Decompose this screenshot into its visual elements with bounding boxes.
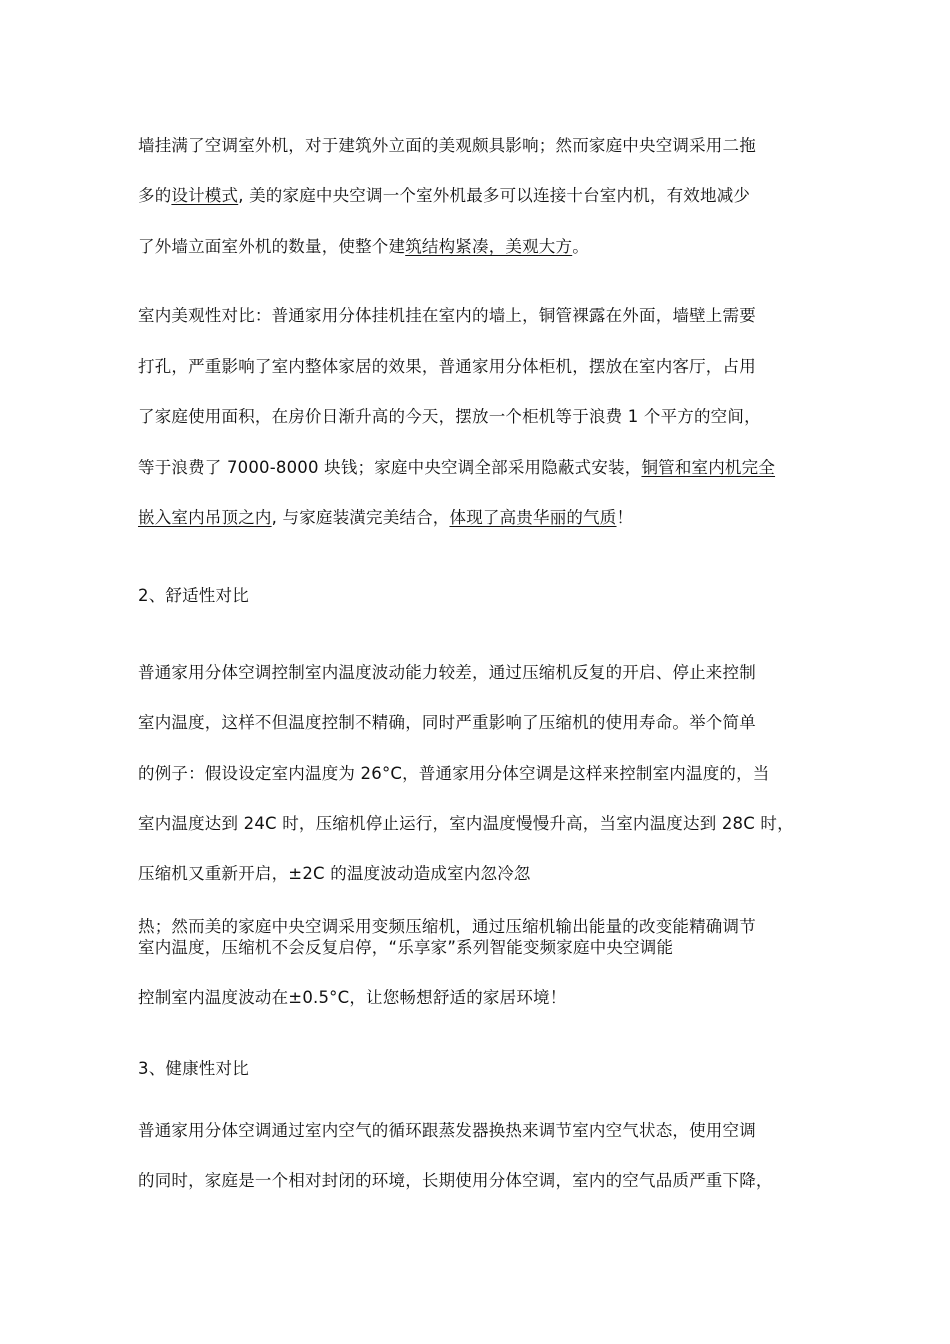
para3-line7 <box>138 937 673 959</box>
text: 了家庭使用面积，在房价日渐升高的今天，摆放一个柜机等于浪费 1 个平方的空间， <box>138 407 761 426</box>
para3-line4 <box>138 813 794 835</box>
text: ！ <box>616 508 634 527</box>
para3-line5 <box>138 863 531 885</box>
para4-line1 <box>138 1120 756 1142</box>
para1-line1 <box>138 135 756 157</box>
para3-line2 <box>138 712 756 734</box>
underlined-text: 铜管和室内机完全 <box>641 458 776 477</box>
para3-line1 <box>138 662 756 684</box>
underlined-text: 设计模式 <box>171 186 239 205</box>
text: 打孔，严重影响了室内整体家居的效果，普通家用分体柜机，摆放在室内客厅，占用 <box>138 357 756 376</box>
para3-line6 <box>138 916 756 938</box>
para2-line5 <box>138 507 633 529</box>
text: 普通家用分体空调控制室内温度波动能力较差，通过压缩机反复的开启、停止来控制 <box>138 663 756 682</box>
para1-line2 <box>138 185 750 207</box>
text: 墙挂满了空调室外机，对于建筑外立面的美观颇具影响；然而家庭中央空调采用二拖 <box>138 136 756 155</box>
para2-line3 <box>138 406 761 428</box>
text: 普通家用分体空调通过室内空气的循环跟蒸发器换热来调节室内空气状态，使用空调 <box>138 1121 756 1140</box>
text: 压缩机又重新开启，±2C 的温度波动造成室内忽冷忽 <box>138 864 531 883</box>
para2-line4 <box>138 457 775 479</box>
text: 室内美观性对比：普通家用分体挂机挂在室内的墙上，铜管裸露在外面，墙壁上需要 <box>138 306 756 325</box>
section-heading-comfort <box>138 585 249 607</box>
para1-line3 <box>138 236 589 258</box>
text: 了外墙立面室外机的数量，使整个建 <box>138 237 406 256</box>
para3-line3 <box>138 763 770 785</box>
para2-line1 <box>138 305 756 327</box>
text: 控制室内温度波动在±0.5°C，让您畅想舒适的家居环境！ <box>138 988 567 1007</box>
section-heading-health <box>138 1058 249 1080</box>
text: , 与家庭装潢完美结合， <box>271 508 450 527</box>
para4-line2 <box>138 1170 773 1192</box>
heading-text: 2、舒适性对比 <box>138 586 249 605</box>
text: 。 <box>572 237 589 256</box>
underlined-text: 嵌入室内吊顶之内 <box>138 508 272 527</box>
text: 室内温度达到 24C 时，压缩机停止运行，室内温度慢慢升高，当室内温度达到 28C 时， <box>138 814 794 833</box>
text: 的同时，家庭是一个相对封闭的环境，长期使用分体空调，室内的空气品质严重下降， <box>138 1171 773 1190</box>
underlined-text: 筑结构紧凑，美观大方 <box>405 237 573 256</box>
text: 多的 <box>138 186 172 205</box>
para2-line2 <box>138 356 756 378</box>
heading-text: 3、健康性对比 <box>138 1059 249 1078</box>
para3-line8 <box>138 987 566 1009</box>
text: 室内温度，压缩机不会反复启停，“乐享家”系列智能变频家庭中央空调能 <box>138 938 674 957</box>
text: 室内温度，这样不但温度控制不精确，同时严重影响了压缩机的使用寿命。举个简单 <box>138 713 756 732</box>
underlined-text: 体现了高贵华丽的气质 <box>449 508 617 527</box>
text: 等于浪费了 7000-8000 块钱；家庭中央空调全部采用隐蔽式安装， <box>138 458 642 477</box>
text: 热；然而美的家庭中央空调采用变频压缩机，通过压缩机输出能量的改变能精确调节 <box>138 917 756 936</box>
text: 的例子：假设设定室内温度为 26°C，普通家用分体空调是这样来控制室内温度的，当 <box>138 764 770 783</box>
text: , 美的家庭中央空调一个室外机最多可以连接十台室内机，有效地减少 <box>238 186 751 205</box>
